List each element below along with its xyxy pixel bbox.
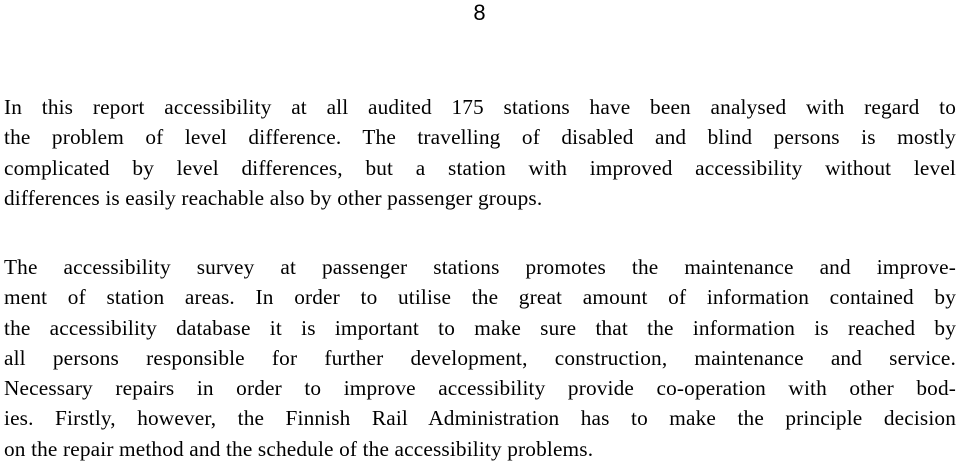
text-line: on the repair method and the schedule of the accessibility problems.	[4, 436, 594, 461]
paragraph-accessibility-survey	[4, 252, 956, 464]
text-line: differences is easily reachable also by other passenger groups.	[4, 185, 543, 210]
paragraph-accessibility-analysis	[4, 92, 956, 213]
text-line: Necessary repairs in order to improve accessibility provide co-operation with other bod-	[4, 376, 956, 401]
page-number: 8	[473, 0, 486, 25]
text-line: The accessibility survey at passenger stations promotes the maintenance and improve-	[4, 255, 956, 279]
text-line: complicated by level differences, but a station with improved accessibility without level	[4, 155, 956, 180]
text-line: all persons responsible for further development, construction, maintenance and service.	[4, 345, 956, 370]
text-line: ies. Firstly, however, the Finnish Rail Administration has to make the principle decision	[4, 406, 956, 431]
text-line: ment of station areas. In order to utilise the great amount of information contained by	[4, 285, 956, 310]
text-line: In this report accessibility at all audited 175 stations have been analysed with regard to	[4, 95, 956, 119]
text-line: the problem of level difference. The travelling of disabled and blind persons is mostly	[4, 125, 956, 150]
text-line: the accessibility database it is important to make sure that the information is reached by	[4, 315, 956, 340]
